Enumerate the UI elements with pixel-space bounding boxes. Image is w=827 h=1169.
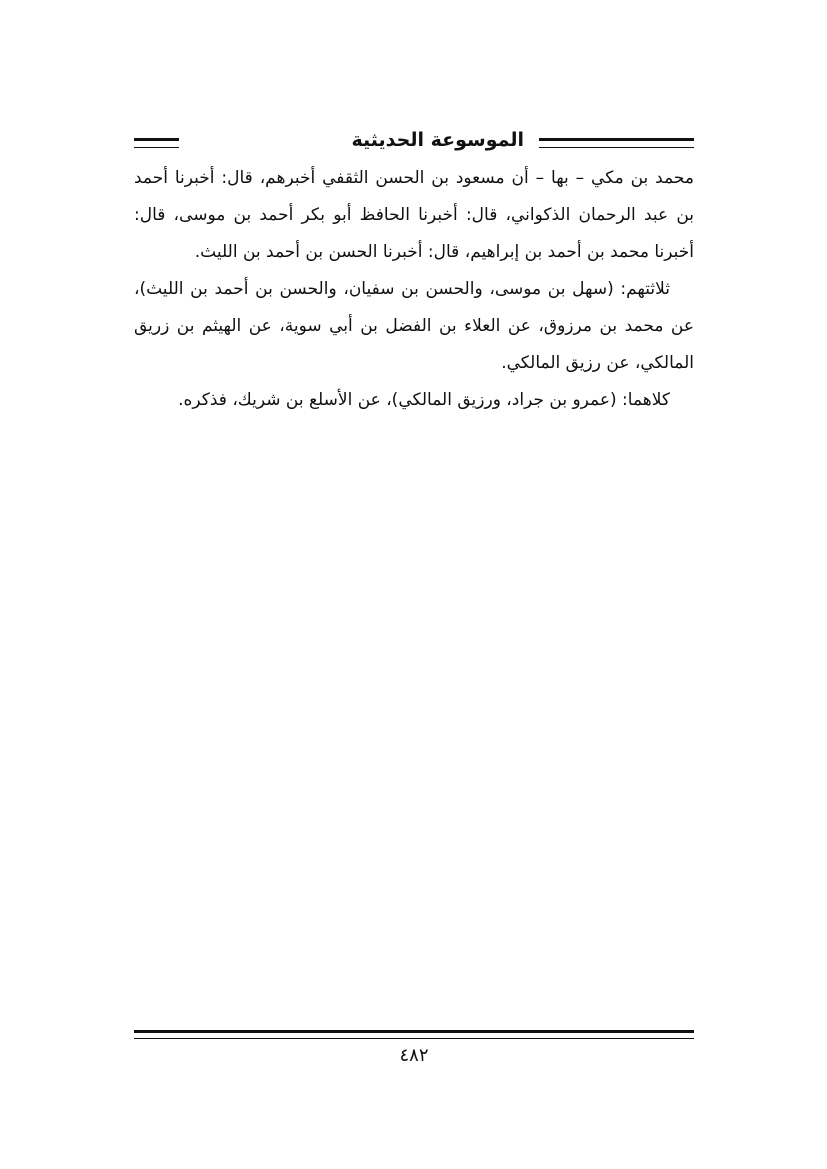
running-title: الموسوعة الحديثية (351, 129, 524, 151)
page-number: ٤٨٢ (399, 1045, 429, 1066)
header-rule-left (134, 138, 179, 148)
page-body (134, 160, 694, 419)
header-rule-right (539, 138, 694, 148)
page-header (134, 126, 694, 154)
paragraph-three-narrators: ثلاثتهم: (سهل بن موسى، والحسن بن سفيان، والحسن بن أحمد بن الليث)، عن محمد بن مرزوق، عن العلاء بن الفضل بن أبي سوية، عن الهيثم بن زريق المالكي، عن رزيق المالكي. (134, 279, 694, 373)
paragraph-isnad-chain: محمد بن مكي – بها – أن مسعود بن الحسن الثقفي أخبرهم، قال: أخبرنا أحمد بن عبد الرحمان الذكواني، قال: أخبرنا الحافظ أبو بكر أحمد بن موسى، قال: أخبرنا محمد بن أحمد بن إبراهيم، قال: أخبرنا الحسن بن أحمد بن الليث. (134, 168, 694, 262)
paragraph-both-narrators: كلاهما: (عمرو بن جراد، ورزيق المالكي)، عن الأسلع بن شريك، فذكره. (178, 390, 670, 410)
footer-rule (134, 1030, 694, 1039)
